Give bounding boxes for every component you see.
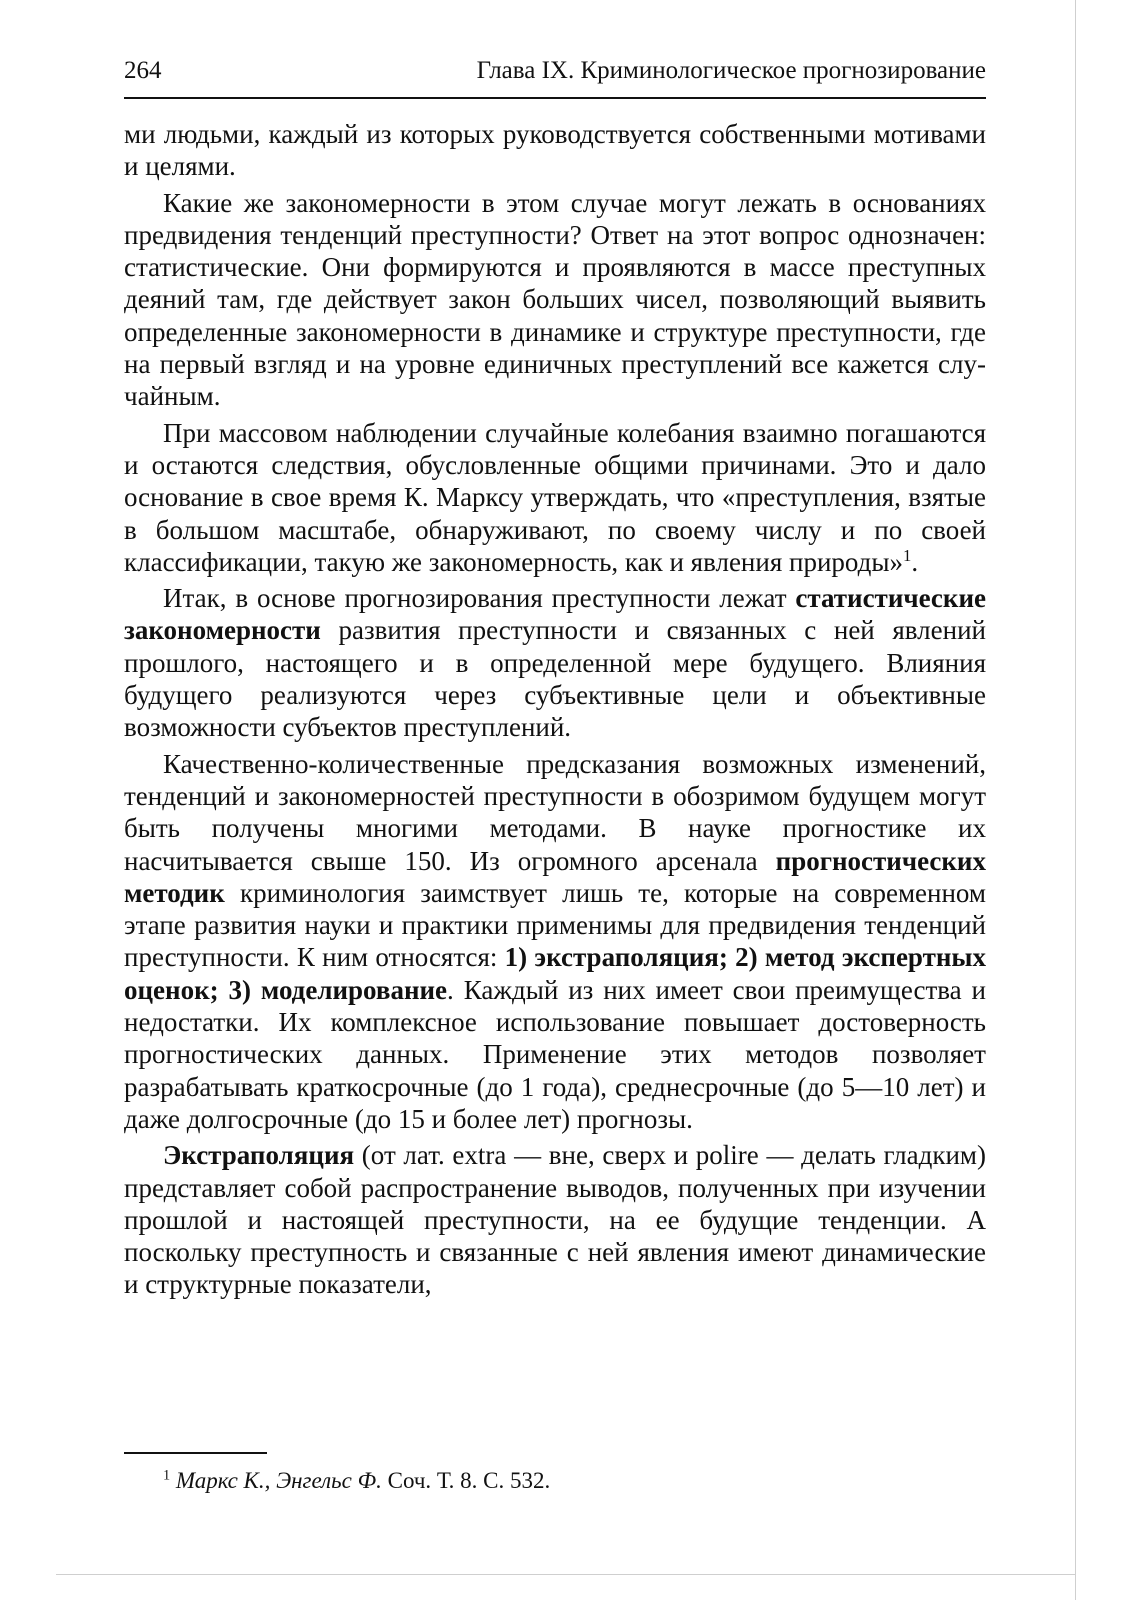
paragraph <box>124 187 986 413</box>
page-number: 264 <box>124 57 162 84</box>
body-text <box>124 118 986 1301</box>
page-edge-right <box>1075 0 1076 1600</box>
text-run: Качественно-количественные предсказания возможных изменений, тенденций и закономерностей преступности в обозримом будущем могут быть получены многими методами. В науке прогностике их насчитывается свыше 150. Из огромного арсенала <box>124 748 986 876</box>
paragraph <box>124 417 986 578</box>
text-run: . <box>911 546 919 577</box>
text-run: . Каждый из них имеет свои преимущества и недостатки. Их комплексное использование повышает достоверность прогностических данных. Применение этих методов позволяет разрабатывать краткосрочные (до 1 года), среднесрочные (до 5—10 лет) и даже долгосрочные (до 15 и более лет) прогнозы. <box>124 974 986 1134</box>
header-rule <box>124 97 986 99</box>
text-run: ми людьми, каждый из которых руководствуется собственными мотивами и целями. <box>124 119 986 182</box>
text-run: развития преступности и связанных с ней явлений прошлого, настоящего и в определенной мере будущего. Влияния будущего реализуются через субъективные цели и объективные возможности субъектов преступлений. <box>124 615 986 743</box>
footnote-marker: 1 <box>163 1467 171 1484</box>
bold-term: прогностических методик <box>124 845 986 908</box>
text-run: Какие же закономерности в этом случае могут лежать в основаниях предвидения тенденций преступности? Ответ на этот вопрос однозначен: статистические. Они формируются и проявляются в массе преступных деяний там, где действует закон больших чисел, позволяющий выявить определенные закономерности в динамике и структуре преступности, где на первый взгляд и на уровне единичных преступлений все кажется случайным. <box>124 187 986 412</box>
footnote-reference: 1 <box>903 545 912 565</box>
running-title: Глава IX. Криминологическое прогнозирование <box>476 57 986 84</box>
bold-term: статистические закономерности <box>124 583 986 646</box>
footnote <box>163 1466 986 1496</box>
footnote-rule <box>124 1452 267 1454</box>
paragraph <box>124 118 986 183</box>
paragraph <box>124 1139 986 1300</box>
paragraph <box>124 748 986 1136</box>
bold-term: Экстраполяция <box>163 1140 355 1171</box>
text-run: (от лат. extra — вне, сверх и polire — делать гладким) представляет собой распространение выводов, полученных при изучении прошлой и настоящей преступности, на ее будущие тенденции. А поскольку преступность и связанные с ней явления имеют динамические и структурные показатели, <box>124 1140 986 1300</box>
text-run: криминология заимствует лишь те, которые на современном этапе развития науки и практики применимы для предвидения тенденций преступности. К ним относятся: <box>124 877 986 973</box>
running-header <box>124 56 986 86</box>
page-edge-bottom <box>56 1574 1076 1575</box>
text-run: При массовом наблюдении случайные колебания взаимно погашаются и остаются следствия, обусловленные общими причинами. Это и дало основание в свое время К. Марксу утверждать, что «преступления, взятые в большом масштабе, обнаруживают, по своему числу и по своей классификации, такую же закономерность, как и явления природы» <box>124 417 986 577</box>
footnote-citation: Соч. Т. 8. С. 532. <box>381 1468 551 1493</box>
bold-term: 1) экстраполяция; 2) метод экспертных оценок; 3) моделирование <box>124 942 986 1005</box>
text-run: Итак, в основе прогнозирования преступности лежат <box>163 583 796 614</box>
paragraph <box>124 582 986 743</box>
footnote-authors: Маркс К., Энгельс Ф. <box>175 1468 382 1493</box>
